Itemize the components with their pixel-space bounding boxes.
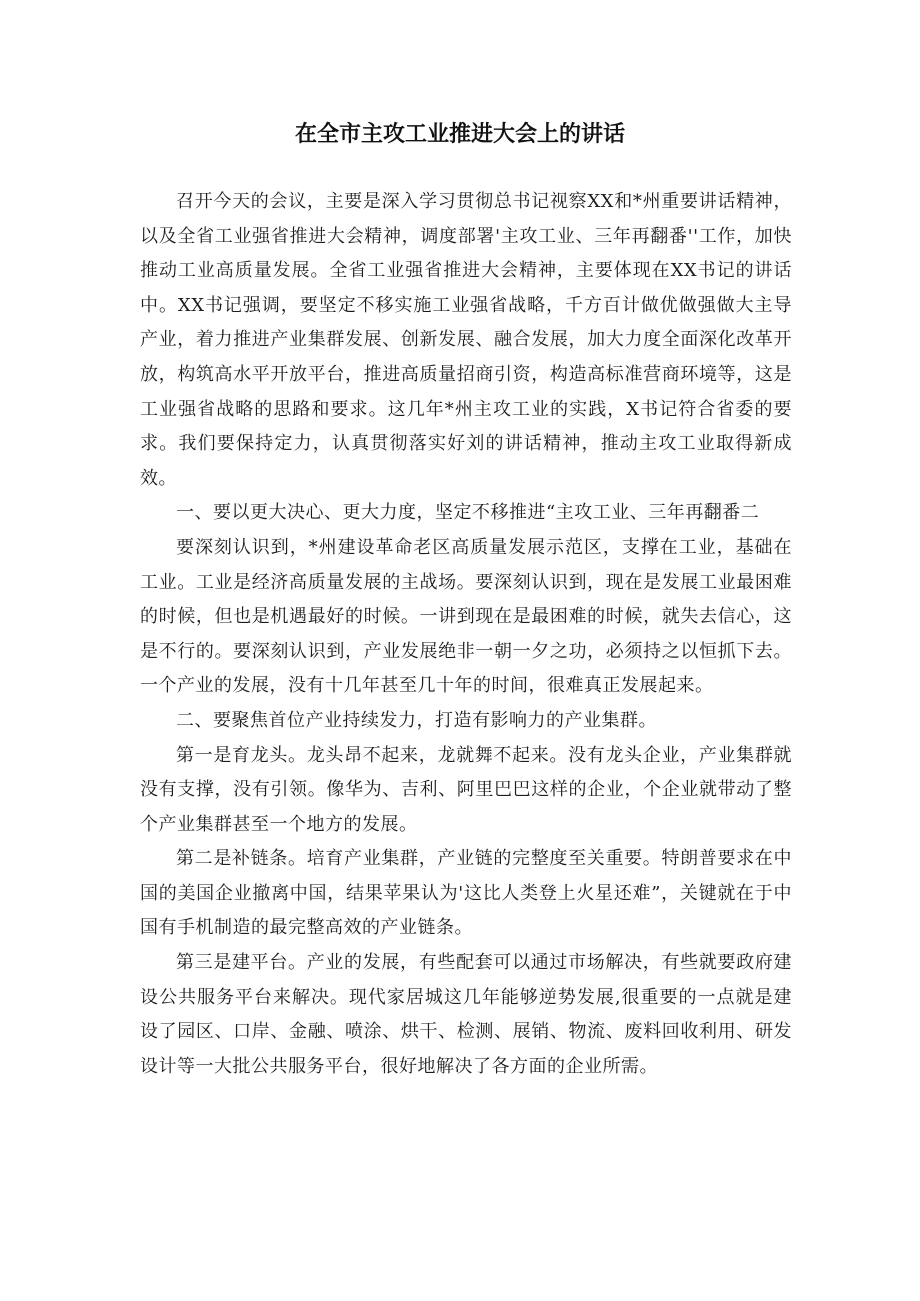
paragraph-point-one: 第一是育龙头。龙头昂不起来，龙就舞不起来。没有龙头企业，产业集群就没有支撑，没有引领。像华为、吉利、阿里巴巴这样的企业，个企业就带动了整个产业集群甚至一个地方的发展。 bbox=[140, 744, 792, 835]
paragraph-intro: 召开今天的会议，主要是深入学习贯彻总书记视察XX和*州重要讲话精神，以及全省工业强省推进大会精神，调度部署'主攻工业、三年再翻番''工作，加快推动工业高质量发展。全省工业强省推进大会精神，主要体现在XX书记的讲话中。XX书记强调，要坚定不移实施工业强省战略，千方百计做优做强做大主导产业，着力推进产业集群发展、创新发展、融合发展，加大力度全面深化改革开放，构筑高水平开放平台，推进高质量招商引资，构造高标准营商环境等，这是工业强省战略的思路和要求。这几年*州主攻工业的实践，X书记符合省委的要求。我们要保持定力，认真贯彻落实好刘的讲话精神，推动主攻工业取得新成效。 bbox=[140, 191, 792, 489]
paragraph-point-two: 第二是补链条。培育产业集群，产业链的完整度至关重要。特朗普要求在中国的美国企业撤离中国，结果苹果认为'这比人类登上火星还难”，关键就在于中国有手机制造的最完整高效的产业链条。 bbox=[140, 848, 792, 939]
paragraph-heading-two: 二、要聚焦首位产业持续发力，打造有影响力的产业集群。 bbox=[176, 709, 657, 731]
paragraph-point-three: 第三是建平台。产业的发展，有些配套可以通过市场解决，有些就要政府建设公共服务平台来解决。现代家居城这几年能够逆势发展,很重要的一点就是建设了园区、口岸、金融、喷涂、烘干、检测、展销、物流、废料回收利用、研发设计等一大批公共服务平台，很好地解决了各方面的企业所需。 bbox=[140, 952, 792, 1077]
document-body bbox=[140, 185, 792, 1084]
document-title: 在全市主攻工业推进大会上的讲话 bbox=[294, 122, 625, 147]
paragraph-heading-one: 一、要以更大决心、更大力度，坚定不移推进“主攻工业、三年再翻番二 bbox=[176, 502, 760, 524]
paragraph-understanding: 要深刻认识到，*州建设革命老区高质量发展示范区，支撑在工业，基础在工业。工业是经济高质量发展的主战场。要深刻认识到，现在是发展工业最困难的时候，但也是机遇最好的时候。一讲到现在是最困难的时候，就失去信心，这是不行的。要深刻认识到，产业发展绝非一朝一夕之功，必须持之以恒抓下去。一个产业的发展，没有十几年甚至几十年的时间，很难真正发展起来。 bbox=[140, 536, 792, 697]
